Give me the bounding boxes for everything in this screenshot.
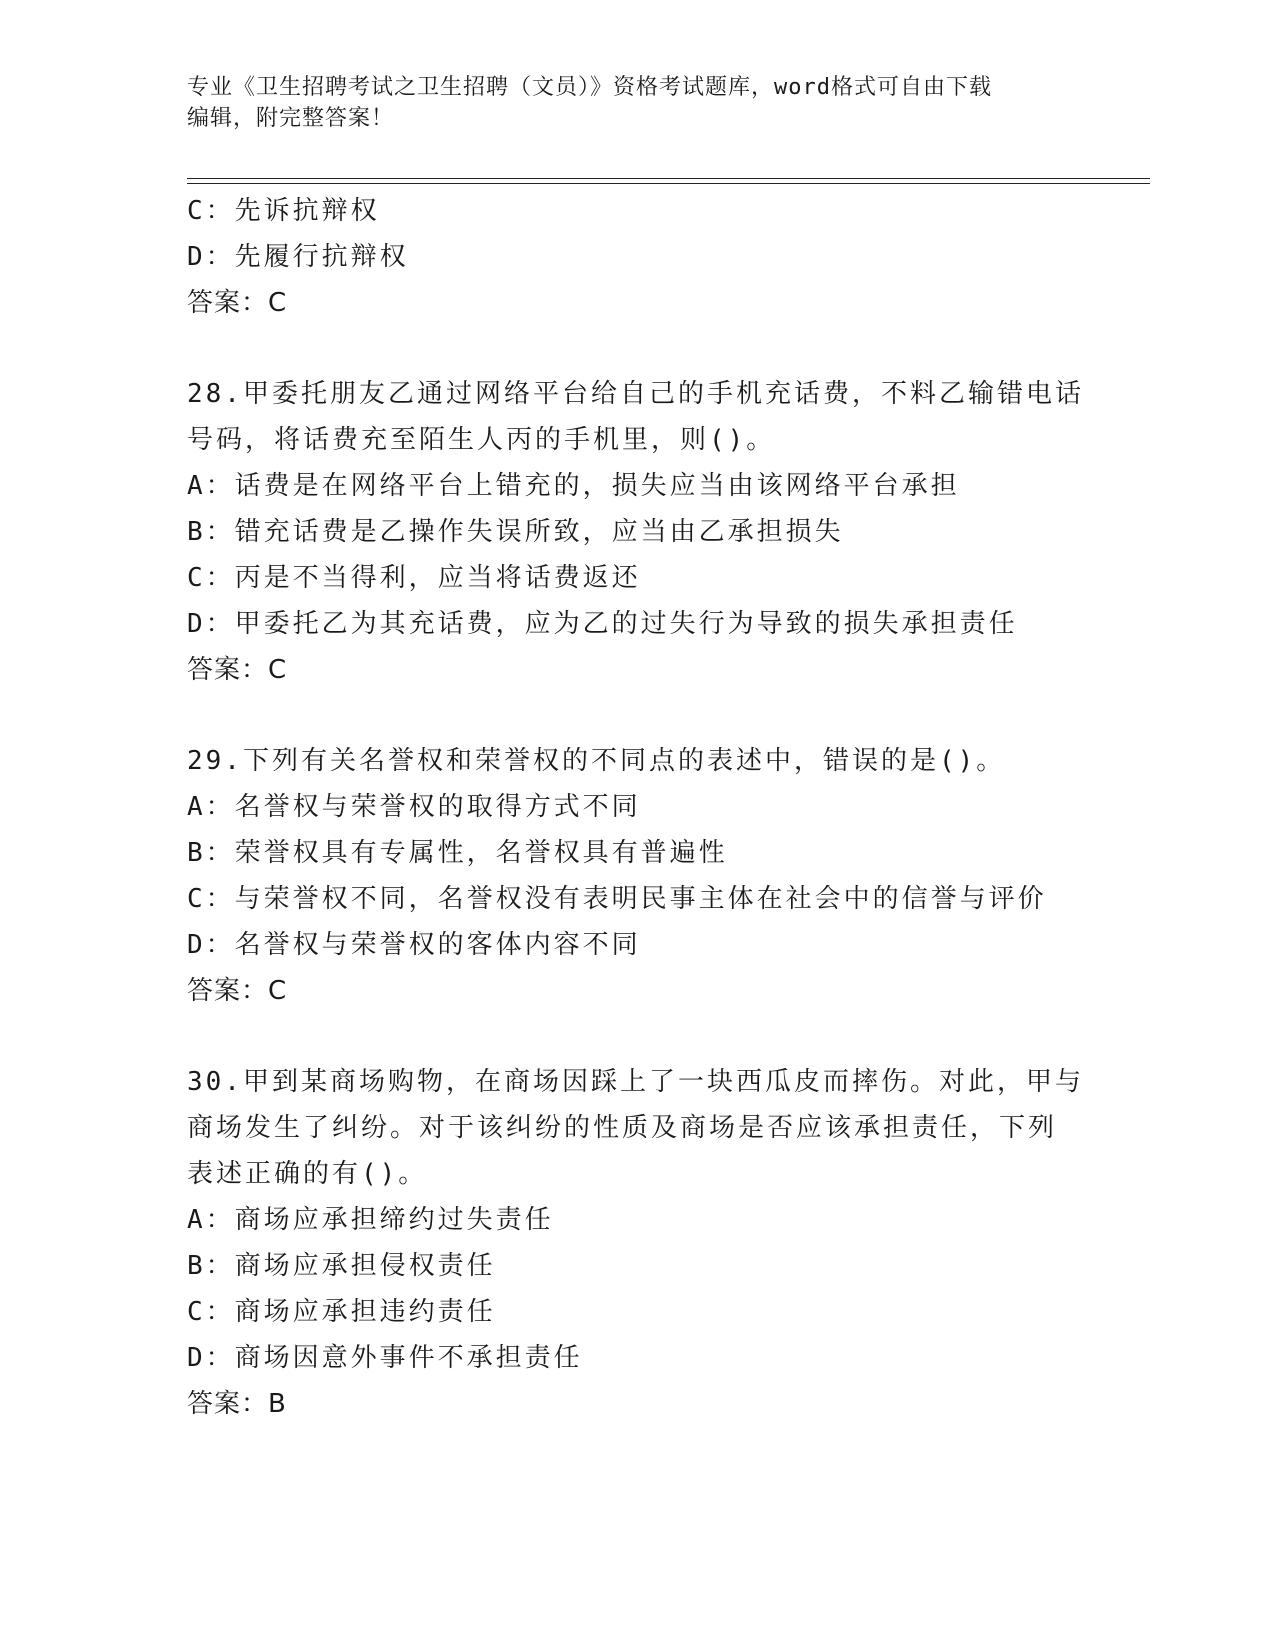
question-30 bbox=[187, 1059, 1087, 1427]
question-stem: 28.甲委托朋友乙通过网络平台给自己的手机充话费，不料乙输错电话 bbox=[187, 379, 1084, 409]
option-a: A：名誉权与荣誉权的取得方式不同 bbox=[187, 792, 641, 822]
header-line-1: 专业《卫生招聘考试之卫生招聘（文员）》资格考试题库，word格式可自由下载 bbox=[187, 75, 992, 100]
option-a: A：商场应承担缔约过失责任 bbox=[187, 1205, 554, 1235]
document-header bbox=[187, 72, 1087, 134]
option-c: C：先诉抗辩权 bbox=[187, 196, 380, 226]
header-divider-top bbox=[187, 178, 1150, 179]
option-b: B：商场应承担侵权责任 bbox=[187, 1251, 496, 1281]
option-b: B：荣誉权具有专属性，名誉权具有普遍性 bbox=[187, 838, 728, 868]
option-c: C：丙是不当得利，应当将话费返还 bbox=[187, 563, 641, 593]
option-c: C：与荣誉权不同，名誉权没有表明民事主体在社会中的信誉与评价 bbox=[187, 884, 1047, 914]
option-d: D：名誉权与荣誉权的客体内容不同 bbox=[187, 930, 641, 960]
question-stem: 表述正确的有()。 bbox=[187, 1159, 428, 1189]
header-line-2: 编辑，附完整答案！ bbox=[187, 106, 395, 131]
question-stem: 商场发生了纠纷。对于该纠纷的性质及商场是否应该承担责任，下列 bbox=[187, 1113, 1058, 1143]
option-d: D：商场因意外事件不承担责任 bbox=[187, 1343, 583, 1373]
answer-line: 答案：C bbox=[187, 655, 288, 685]
option-d: D：甲委托乙为其充话费，应为乙的过失行为导致的损失承担责任 bbox=[187, 609, 1018, 639]
header-divider-bottom bbox=[187, 183, 1150, 184]
option-d: D：先履行抗辩权 bbox=[187, 242, 409, 272]
question-29 bbox=[187, 738, 1087, 1014]
previous-question-tail bbox=[187, 188, 1087, 326]
question-stem: 号码，将话费充至陌生人丙的手机里，则()。 bbox=[187, 425, 776, 455]
question-28 bbox=[187, 371, 1087, 693]
option-b: B：错充话费是乙操作失误所致，应当由乙承担损失 bbox=[187, 517, 844, 547]
option-c: C：商场应承担违约责任 bbox=[187, 1297, 496, 1327]
answer-line: 答案：C bbox=[187, 976, 288, 1006]
answer-line: 答案：B bbox=[187, 1389, 287, 1419]
option-a: A：话费是在网络平台上错充的，损失应当由该网络平台承担 bbox=[187, 471, 960, 501]
question-stem: 29.下列有关名誉权和荣誉权的不同点的表述中，错误的是()。 bbox=[187, 746, 1006, 776]
question-stem: 30.甲到某商场购物，在商场因踩上了一块西瓜皮而摔伤。对此，甲与 bbox=[187, 1067, 1084, 1097]
answer-line: 答案：C bbox=[187, 288, 288, 318]
question-list bbox=[187, 188, 1087, 1427]
